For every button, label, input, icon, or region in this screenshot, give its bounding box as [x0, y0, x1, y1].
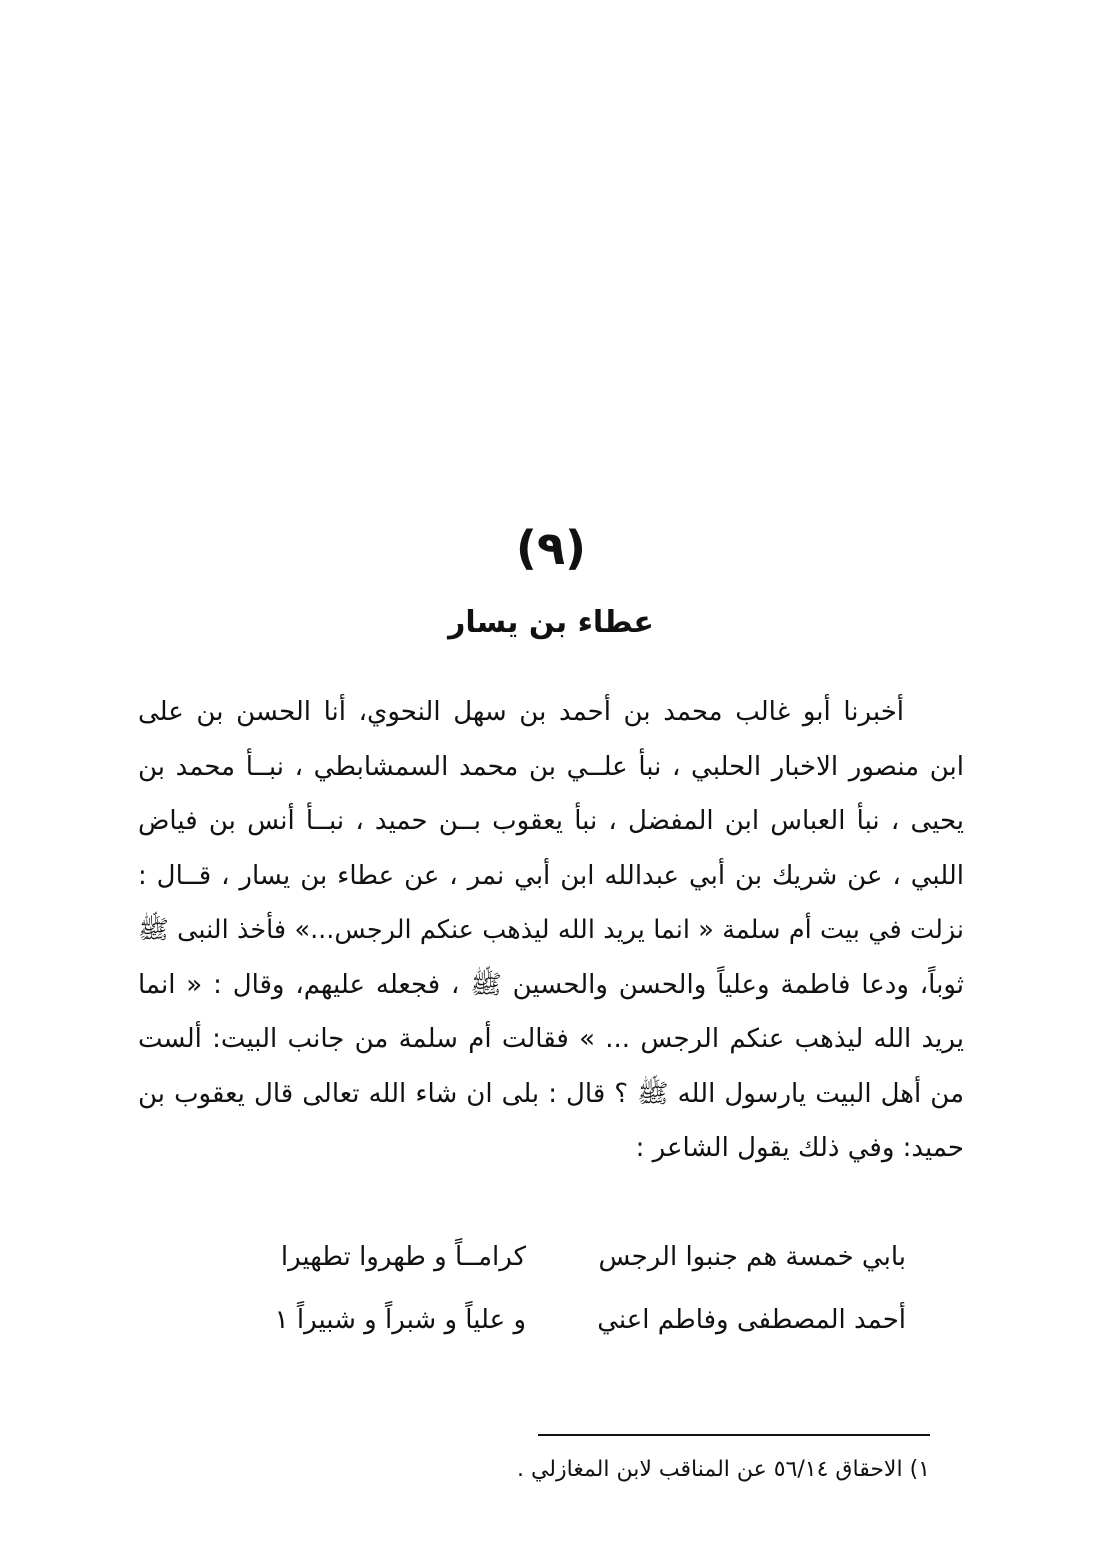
- paragraph-line: أخبرنا أبو غالب محمد بن أحمد بن سهل النحوي، أنا الحسن بن على: [138, 697, 904, 727]
- paragraph-line: يريد الله ليذهب عنكم الرجس ... » فقالت أم سلمة من جانب البيت: ألست: [138, 1024, 964, 1054]
- narration-paragraph: [138, 685, 964, 1176]
- chapter-title: عطاء بن يسار: [448, 605, 654, 640]
- poem-second-hemistich: و علياً و شبراً و شبيراً ١: [274, 1305, 526, 1335]
- footnote: ١) الاحقاق ٥٦/١٤ عن المناقب لابن المغازلي .: [516, 1457, 930, 1482]
- footnote-divider: [538, 1434, 930, 1436]
- paragraph-line: يحيى ، نبأ العباس ابن المفضل ، نبأ يعقوب بــن حميد ، نبــأ أنس بن فياض: [138, 806, 964, 836]
- poem-second-hemistich: كرامــاً و طهروا تطهيرا: [280, 1242, 526, 1272]
- chapter-number: (٩): [515, 521, 587, 575]
- paragraph-line: ابن منصور الاخبار الحلبي ، نبأ علــي بن محمد السمشابطي ، نبــأ محمد بن: [138, 751, 964, 782]
- paragraph-line: من أهل البيت يارسول الله ﷺ ؟ قال : بلى ان شاء الله تعالى قال يعقوب بن: [138, 1078, 964, 1109]
- paragraph-line: اللبي ، عن شريك بن أبي عبدالله ابن أبي نمر ، عن عطاء بن يسار ، قــال :: [138, 860, 964, 891]
- poem-verse: [138, 1293, 964, 1347]
- paragraph-line: نزلت في بيت أم سلمة « انما يريد الله ليذهب عنكم الرجس...» فأخذ النبى ﷺ: [138, 915, 964, 945]
- paragraph-line: ثوباً، ودعا فاطمة وعلياً والحسن والحسين ﷺ ، فجعله عليهم، وقال : « انما: [138, 969, 964, 1000]
- paragraph-line: حميد: وفي ذلك يقول الشاعر :: [635, 1133, 964, 1163]
- poem-first-hemistich: بابي خمسة هم جنبوا الرجس: [598, 1242, 906, 1272]
- poem-verse: [138, 1230, 964, 1284]
- poem-first-hemistich: أحمد المصطفى وفاطم اعني: [597, 1305, 906, 1335]
